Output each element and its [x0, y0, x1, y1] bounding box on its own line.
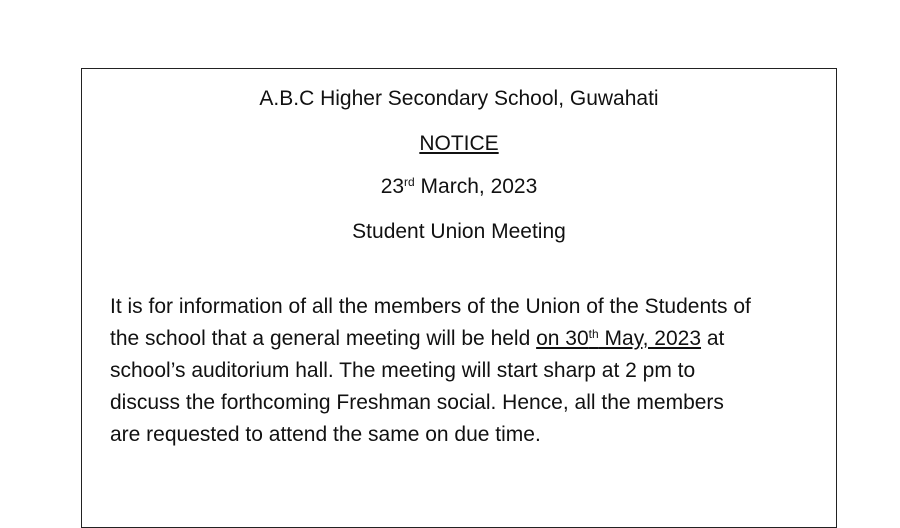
body-line-2-end: at — [701, 327, 725, 350]
notice-subject: Student Union Meeting — [352, 220, 566, 243]
meeting-date-suffix: th — [588, 327, 599, 341]
notice-date-day: 23 — [380, 175, 405, 198]
meeting-date-prefix: on 30 — [536, 327, 589, 350]
body-line-5: are requested to attend the same on due time. — [110, 423, 541, 446]
notice-date-suffix: rd — [404, 175, 415, 189]
body-line-1: It is for information of all the members of the Union of the Students of — [110, 295, 751, 318]
body-line-4: discuss the forthcoming Freshman social. Hence, all the members — [110, 391, 724, 414]
meeting-date-rest: May, 2023 — [598, 327, 702, 350]
notice-date — [82, 175, 836, 199]
notice-box — [81, 68, 837, 528]
notice-heading: NOTICE — [419, 132, 499, 155]
school-name: A.B.C Higher Secondary School, Guwahati — [259, 87, 659, 110]
notice-date-rest: March, 2023 — [414, 175, 538, 198]
body-line-2 — [110, 323, 820, 355]
body-line-2-start: the school that a general meeting will be held — [110, 327, 537, 350]
body-line-3: school’s auditorium hall. The meeting will start sharp at 2 pm to — [110, 359, 696, 382]
notice-body — [110, 291, 820, 451]
meeting-date — [536, 327, 701, 350]
